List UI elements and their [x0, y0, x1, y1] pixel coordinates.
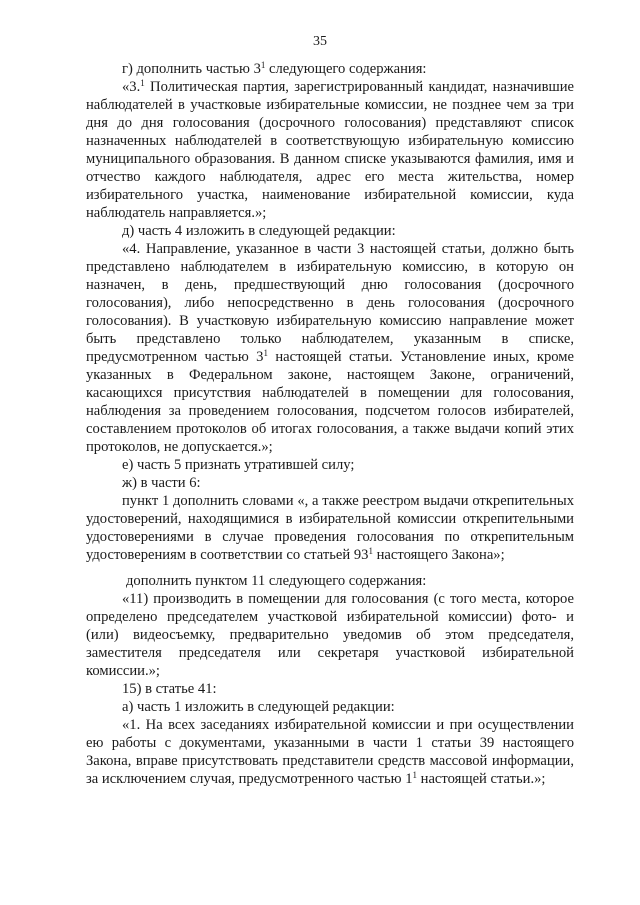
paragraph-g: г) дополнить частью $3^1$ следующего содержания: [122, 60, 427, 77]
paragraph-part-1: «1. На всех заседаниях избирательной комиссии и при осуществлении ею работы с документами, указанными в части 1 статьи 39 настоящего Закона, вправе присутствовать представители средств массовой информации, за исключением случая, предусмотренного частью $1^1$ настоящей статьи.»; [86, 717, 574, 787]
paragraph-add-item-11: дополнить пунктом 11 следующего содержания: [126, 573, 427, 589]
paragraph-d: д) часть 4 изложить в следующей редакции: [122, 223, 396, 239]
paragraph-part-4: «4. Направление, указанное в части 3 настоящей статьи, должно быть представлено наблюдателем в избирательную комиссию, в которую он назначен, в день, предшествующий дню голосования (досрочного голосования), либо непосредственно в день голосования (досрочного голосования). В участковую избирательную комиссию направление может быть представлено только наблюдателем, указанным в списке, предусмотренном частью $3^1$ настоящей статьи. Установление иных, кроме указанных в Федеральном законе, настоящем Законе, ограничений, касающихся присутствия наблюдателей в помещении для голосования, наблюдения за проведением голосования, подсчетом голосов избирателей, составлением протоколов об итогах голосования, а также выдачи копий этих протоколов, не допускается.»; [86, 241, 574, 455]
paragraph-part-3-1: «3.$^1$ Политическая партия, зарегистрированный кандидат, назначившие наблюдателей в участковые избирательные комиссии, не позднее чем за три дня до дня голосования (досрочного голосования) представляют список назначенных наблюдателей в соответствующую избирательную комиссию муниципального образования. В данном списке указываются фамилия, имя и отчество каждого наблюдателя, адрес его места жительства, номер избирательного участка, наименование избирательной комиссии, куда наблюдатель направляется.»; [86, 78, 574, 221]
page-number: 35 [313, 34, 327, 49]
paragraph-item-11: «11) производить в помещении для голосования (с того места, которое определено председателем участковой избирательной комиссии) фото- и (или) видеосъемку, предварительно уведомив об этом председателя, заместителя председателя или секретаря участковой избирательной комиссии.»; [86, 591, 574, 679]
paragraph-e: е) часть 5 признать утратившей силу; [122, 457, 355, 473]
paragraph-zh: ж) в части 6: [122, 475, 201, 491]
paragraph-a: а) часть 1 изложить в следующей редакции: [122, 699, 395, 715]
paragraph-item-1: пункт 1 дополнить словами «, а также реестром выдачи открепительных удостоверений, находящимися в избирательной комиссии открепительными удостоверениями в случае проведения голосования по открепительным удостоверениям в соответствии со статьей $93^1$ настоящего Закона»; [86, 493, 574, 563]
paragraph-article-41: 15) в статье 41: [122, 681, 217, 697]
document-body [86, 60, 574, 788]
